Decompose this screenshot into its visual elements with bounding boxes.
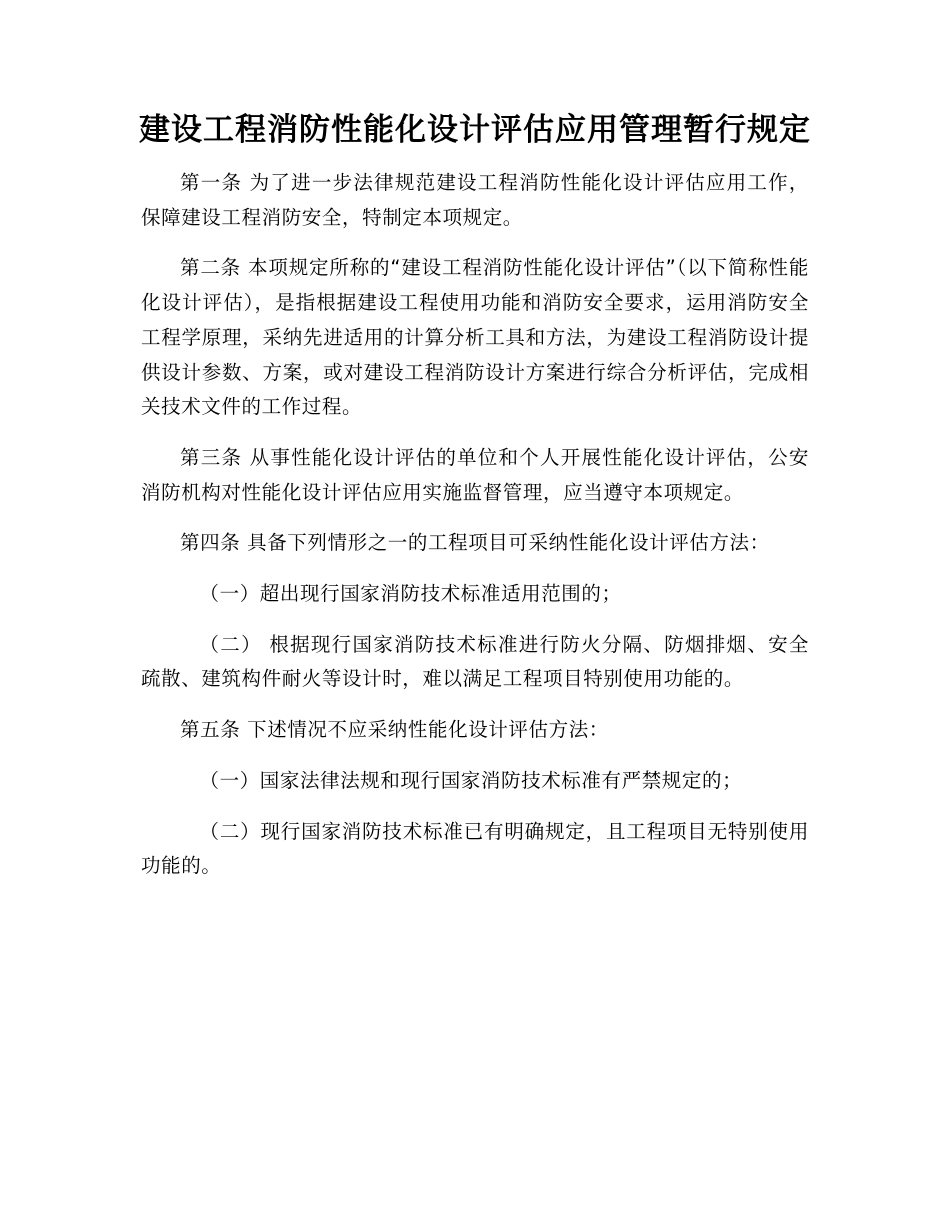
document-body bbox=[141, 166, 809, 900]
article-4-item-1: （一）超出现行国家消防技术标准适用范围的； bbox=[199, 582, 622, 606]
article-4-item-2: （二） 根据现行国家消防技术标准进行防火分隔、防烟排烟、安全疏散、建筑构件耐火等设计时，难以满足工程项目特别使用功能的。 bbox=[141, 632, 809, 691]
article-5-item-2: （二）现行国家消防技术标准已有明确规定，且工程项目无特别使用功能的。 bbox=[141, 819, 809, 878]
article-3: 第三条 从事性能化设计评估的单位和个人开展性能化设计评估，公安消防机构对性能化设计评估应用实施监督管理，应当遵守本项规定。 bbox=[141, 445, 809, 504]
article-4: 第四条 具备下列情形之一的工程项目可采纳性能化设计评估方法： bbox=[180, 531, 770, 555]
article-5: 第五条 下述情况不应采纳性能化设计评估方法： bbox=[180, 718, 609, 742]
article-1: 第一条 为了进一步法律规范建设工程消防性能化设计评估应用工作，保障建设工程消防安全，特制定本项规定。 bbox=[141, 171, 809, 229]
article-5-item-1: （一）国家法律法规和现行国家消防技术标准有严禁规定的； bbox=[199, 768, 743, 792]
document-title: 建设工程消防性能化设计评估应用管理暂行规定 bbox=[139, 112, 811, 148]
article-2: 第二条 本项规定所称的“建设工程消防性能化设计评估”（以下简称性能化设计评估），是指根据建设工程使用功能和消防安全要求，运用消防安全工程学原理，采纳先进适用的计算分析工具和方法，为建设工程消防设计提供设计参数、方案，或对建设工程消防设计方案进行综合分析评估，完成相关技术文件的工作过程。 bbox=[141, 256, 809, 419]
